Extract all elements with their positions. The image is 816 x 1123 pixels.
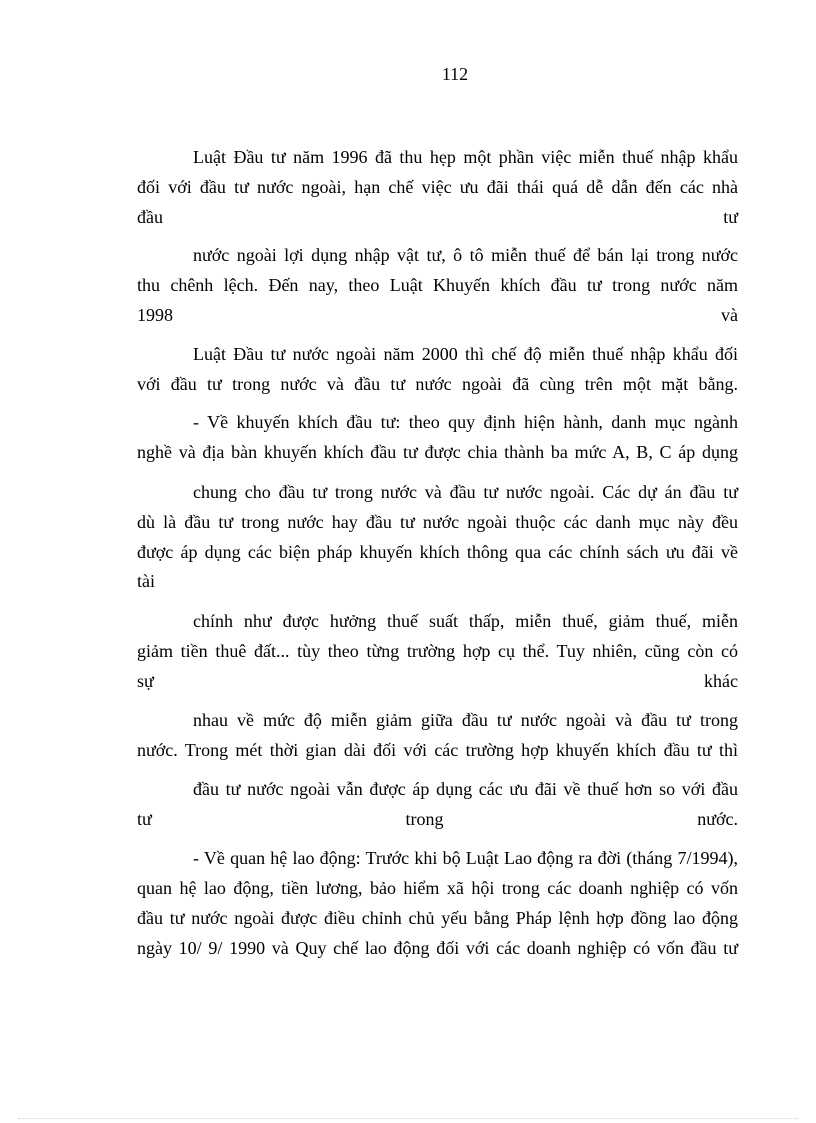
text-line: đối với đầu tư nước ngoài, hạn chế việc ưu đãi thái quá dễ dẫn đến các nhà: [137, 177, 738, 197]
page-number: 112: [441, 64, 469, 84]
text-line: nước ngoài lợi dụng nhập vật tư, ô tô miễn thuế để bán lại trong nước: [193, 245, 738, 265]
text-line: - Về quan hệ lao động: Trước khi bộ Luật Lao động ra đời (tháng 7/1994),: [193, 848, 738, 868]
text-line: đầu tư nước ngoài vẫn được áp dụng các ưu đãi về thuế hơn so với đầu: [193, 779, 738, 799]
text-line: dù là đầu tư trong nước hay đầu tư nước ngoài thuộc các danh mục này đều: [137, 512, 738, 532]
text-line: với đầu tư trong nước và đầu tư nước ngoài đã cùng trên một mặt bằng.: [137, 374, 738, 394]
text-line: giảm tiền thuê đất... tùy theo từng trường hợp cụ thể. Tuy nhiên, cũng còn có: [137, 641, 738, 661]
text-line: nước. Trong mét thời gian dài đối với các trường hợp khuyến khích đầu tư thì: [137, 740, 738, 760]
text-line: đầu tư: [137, 207, 738, 227]
text-line: chính như được hưởng thuế suất thấp, miễn thuế, giảm thuế, miễn: [193, 611, 738, 631]
text-line: đầu tư nước ngoài được điều chỉnh chủ yếu bằng Pháp lệnh hợp đồng lao động: [137, 908, 738, 928]
text-line: - Về khuyến khích đầu tư: theo quy định hiện hành, danh mục ngành: [193, 412, 738, 432]
text-line: chung cho đầu tư trong nước và đầu tư nước ngoài. Các dự án đầu tư: [193, 482, 738, 502]
text-line: tư trong nước.: [137, 809, 738, 829]
text-line: nhau về mức độ miễn giảm giữa đầu tư nước ngoài và đầu tư trong: [193, 710, 738, 730]
text-line: tài: [137, 571, 155, 591]
text-line: nghề và địa bàn khuyến khích đầu tư được chia thành ba mức A, B, C áp dụng: [137, 442, 738, 462]
text-line: sự khác: [137, 671, 738, 691]
text-line: ngày 10/ 9/ 1990 và Quy chế lao động đối với các doanh nghiệp có vốn đầu tư: [137, 938, 738, 958]
text-line: thu chênh lệch. Đến nay, theo Luật Khuyến khích đầu tư trong nước năm: [137, 275, 738, 295]
text-line: quan hệ lao động, tiền lương, bảo hiểm xã hội trong các doanh nghiệp có vốn: [137, 878, 738, 898]
text-line: Luật Đầu tư nước ngoài năm 2000 thì chế độ miễn thuế nhập khẩu đối: [193, 344, 738, 364]
text-line: 1998 và: [137, 305, 738, 325]
text-line: được áp dụng các biện pháp khuyến khích thông qua các chính sách ưu đãi về: [137, 542, 738, 562]
text-line: Luật Đầu tư năm 1996 đã thu hẹp một phần việc miễn thuế nhập khẩu: [193, 147, 738, 167]
page-bottom-divider: [18, 1118, 798, 1119]
